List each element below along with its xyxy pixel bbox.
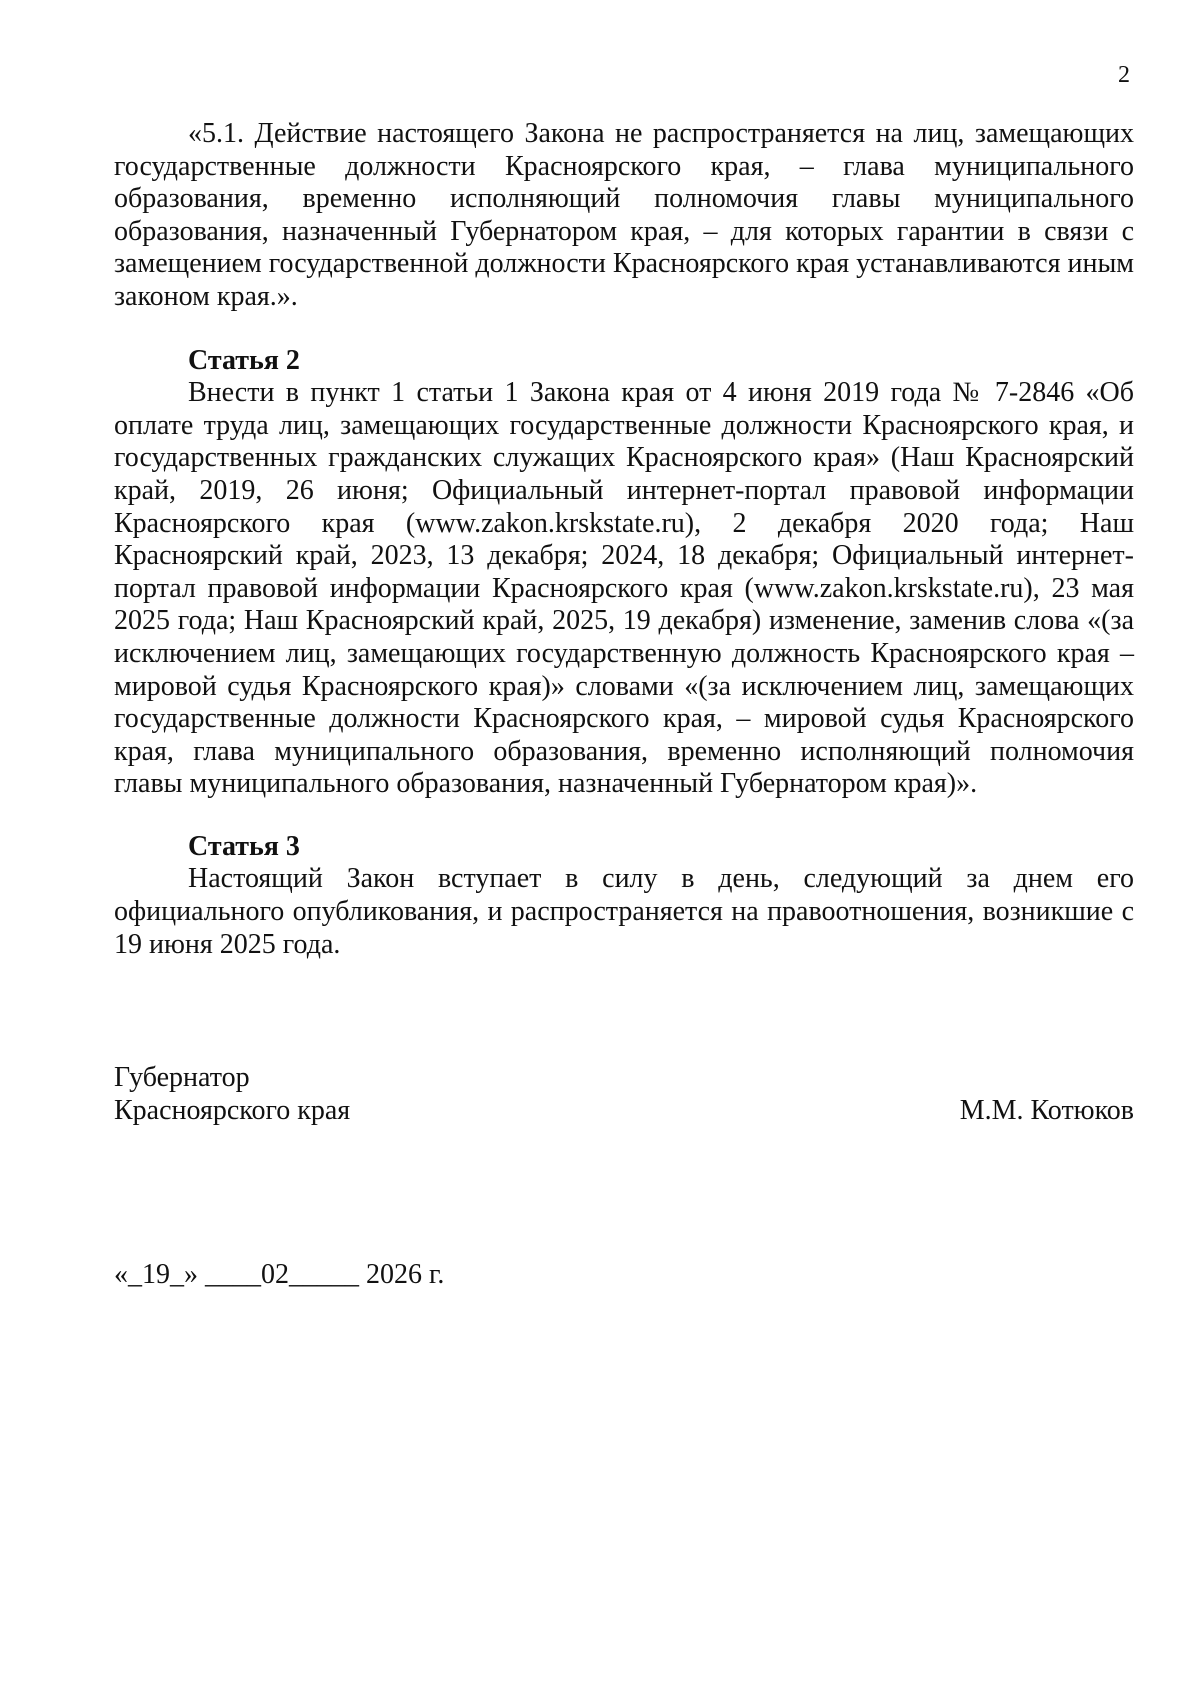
signature-row [114, 1095, 1134, 1128]
article-3-heading: Статья 3 [188, 830, 300, 862]
document-body [114, 118, 1134, 961]
signatory-name: М.М. Котюков [959, 1094, 1134, 1126]
page-number: 2 [1118, 62, 1130, 88]
signature-title-line-2: Красноярского края [114, 1094, 351, 1126]
article-2-heading: Статья 2 [188, 344, 300, 376]
signature-block [114, 1062, 1134, 1127]
article-3 [114, 831, 1134, 961]
spacer [114, 314, 1134, 345]
amendment-paragraph: «5.1. Действие настоящего Закона не распространяется на лиц, замещающих государственные должности Красноярского края, – глава муниципального образования, временно исполняющий полномочия главы муниципального образования, назначенный Губернатором края, – для которых гарантии в связи с замещением государственной должности Красноярского края устанавливаются иным законом края.». [114, 118, 1134, 312]
spacer [114, 801, 1134, 831]
article-2 [114, 345, 1134, 801]
article-3-text: Настоящий Закон вступает в силу в день, следующий за днем его официального опубликования, и распространяется на правоотношения, возникшие с 19 июня 2025 года. [114, 863, 1134, 960]
signing-date: «_19_» ____02_____ 2026 г. [114, 1259, 445, 1290]
signature-title-line-1: Губернатор [114, 1062, 250, 1093]
article-2-text: Внести в пункт 1 статьи 1 Закона края от 4 июня 2019 года № 7-2846 «Об оплате труда лиц, замещающих государственные должности Красноярского края, и государственных гражданских служащих Красноярского края» (Наш Красноярский край, 2019, 26 июня; Официальный интернет-портал правовой информации Красноярского края (www.zakon.krskstate.ru), 2 декабря 2020 года; Наш Красноярский край, 2023, 13 декабря; 2024, 18 декабря; Официальный интернет-портал правовой информации Красноярского края (www.zakon.krskstate.ru), 23 мая 2025 года; Наш Красноярский край, 2025, 19 декабря) изменение, заменив слова «(за исключением лиц, замещающих государственную должность Красноярского края – мировой судья Красноярского края)» словами «(за исключением лиц, замещающих государственные должности Красноярского края, – мировой судья Красноярского края, глава муниципального образования, временно исполняющий полномочия главы муниципального образования, назначенный Губернатором края)». [114, 377, 1134, 800]
